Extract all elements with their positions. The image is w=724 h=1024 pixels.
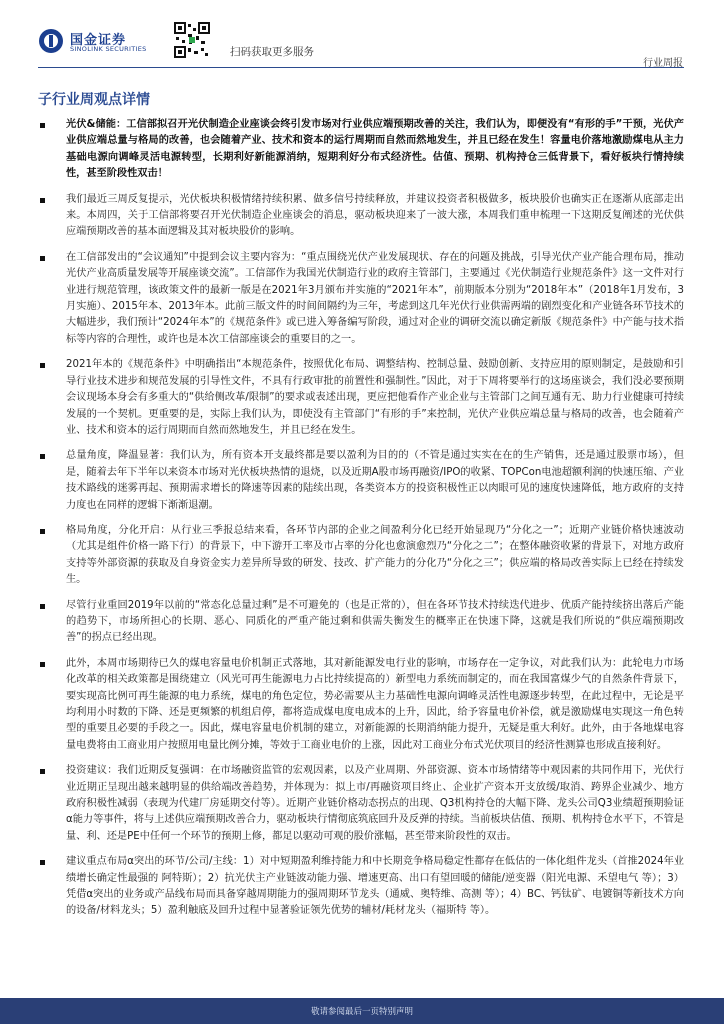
paragraph-text: 光伏&储能：工信部拟召开光伏制造企业座谈会终引发市场对行业供应端预期改善的关注，我们认为，即便没有“有形的手”干预，光伏产业供应端总量与格局的改善，也会随着产业、技术和资本的运行周期而自然而然地发生，并且已经在发生！容量电价落地激励煤电从主力基础电源向调峰灵活电源转型，长期利好新能源消纳，短期利好分布式经济性。估值、预期、机构持仓三低背景下，看好板块行情持续性，甚至阶段性双击！ — [66, 119, 684, 180]
paragraph-text: 投资建议：我们近期反复强调：在市场融资监管的宏观因素，以及产业周期、外部资源、资本市场情绪等中观因素的共同作用下，光伏行业近期正呈现出越来越明显的供给端改善趋势，并体现为：拟上市/再融资项目终止、企业扩产资本开支放缓/取消、跨界企业减少、地方政府积极性减弱（表现为代建厂房延期交付等）。近期产业链价格动态拐点的出现、Q3机构持仓的大幅下降、龙头公司Q3业绩超预期验证α能力等事件，将与上述供应端预期改善合力，驱动板块行情彻底筑底回升及反弹的持续。当前板块估值、预期、机构持仓水平下，不管是量、利、还是PE中任何一个环节的预期上修，都足以驱动可观的股价涨幅，甚至带来阶段性的双击。 — [66, 765, 684, 842]
paragraph-text: 总量角度，降温显著：我们认为，所有资本开支最终都是要以盈利为目的的（不管是通过实实在在的生产销售，还是通过股票市场），但是，随着去年下半年以来资本市场对光伏板块热情的退烧，以及近期A股市场再融资/IPO的收紧、TOPCon电池超额利润的快速压缩、产业技术路线的迷雾再起、预期需求增长的降速等因素的陆续出现，各类资本方的投资积极性正以肉眼可见的速度快速降低，地方政府的支持力度也在同样的逻辑下渐渐退潮。 — [66, 450, 684, 511]
square-bullet-icon — [40, 604, 45, 609]
page-header — [0, 0, 724, 72]
square-bullet-icon — [40, 529, 45, 534]
paragraph-miit-meeting — [38, 250, 684, 348]
page-footer — [0, 998, 724, 1024]
paragraph-overcapacity — [38, 598, 684, 647]
paragraph-text: 我们最近三周反复提示，光伏板块积极情绪持续积累、做多信号持续释放，并建议投资者积极做多，板块股价也确实正在逐渐从底部走出来。本周四，关于工信部将要召开光伏制造企业座谈会的消息，驱动板块迎来了一波大涨，本周我们重申梳理一下这期反复阐述的光伏供应端预期改善的基本面逻辑及其对板块股价的影响。 — [66, 193, 684, 238]
paragraph-coal-capacity-price — [38, 656, 684, 754]
logo-text-en: SINOLINK SECURITIES — [70, 45, 147, 53]
paragraph-text: 格局角度，分化开启：从行业三季报总结来看，各环节内部的企业之间盈利分化已经开始显现乃“分化之一”；近期产业链价格快速波动（尤其是组件价格一路下行）的背景下，中下游开工率及市占率的分化也愈演愈烈乃“分化之二”；在整体融资收紧的背景下，对地方政府支持等外部资源的获取及自身资金实力差异所导致的研发、技改、扩产能力的分化乃“分化之三”；供应端的格局改善实际上已经在持续发生。 — [66, 524, 684, 586]
paragraph-pattern-divergence — [38, 523, 684, 589]
paragraph-recent-tips — [38, 192, 684, 241]
paragraph-text: 2021年本的《规范条件》中明确指出“本规范条件，按照优化布局、调整结构、控制总量、鼓励创新、支持应用的原则制定，是鼓励和引导行业技术进步和规范发展的引导性文件，不具有行政审批的前置性和强制性。”因此，对于下周将要举行的这场座谈会，我们没必要预期会议现场本身会有多重大的“供给侧改革/限制”的要求或表述出现，更应把他看作产业企业与主管部门之间互通有无、助力行业健康可持续发展的一个契机。更重要的是，实际上我们认为，即使没有主管部门“有形的手”来控制，光伏产业供应端总量与格局的改善，也会随着产业、技术和资本的运行周期而自然而然地发生，并且已经在发生。 — [66, 359, 684, 436]
company-logo — [38, 28, 168, 56]
header-divider — [38, 67, 684, 68]
qr-caption: 扫码获取更多服务 — [230, 46, 314, 58]
paragraph-total-volume — [38, 448, 684, 514]
square-bullet-icon — [40, 662, 45, 667]
logo-text-cn: 国金证券 — [70, 33, 127, 48]
qr-code-icon[interactable] — [174, 22, 210, 58]
footer-disclaimer: 敬请参阅最后一页特别声明 — [310, 1007, 413, 1017]
paragraph-text: 此外，本周市场期待已久的煤电容量电价机制正式落地，其对新能源发电行业的影响，市场存在一定争议，对此我们认为：此轮电力市场化改革的相关政策都是围绕建立（风光可再生能源电力占比持续提高的）新型电力系统而制定的，而在我国富煤少气的自然条件背景下，要实现高比例可再生能源的电力系统，煤电的角色定位，势必需要从主力基础性电源向调峰灵活性电源逐步转型，在此过程中，无论是平均利用小时数的下降、还是更频繁的机组启停，都将造成煤电度电成本的上升，因此，给予容量电价补偿，就是激励煤电实现这一角色转型的重要且必要的手段之一。因此，煤电容量电价机制的建立，对新能源的长期消纳能力提升，无疑是重大利好。此外，由于各地煤电容量电费将由工商业用户按照用电量比例分摊，等效于工商业电价的上涨，因此对工商业分布式光伏项目的经济性测算也形成直接利好。 — [66, 657, 684, 751]
paragraph-text: 在工信部发出的“会议通知”中提到会议主要内容为：“重点围绕光伏产业发展现状、存在的问题及挑战，引导光伏产业产能合理布局，推动光伏产业高质量发展等开展座谈交流”。工信部作为我国光伏制造行业的政府主管部门，主要通过《光伏制造行业规范条件》这一文件对行业进行规范管理，该政策文件的最新一版是在2021年3月颁布并实施的“2021年本”，前期版本分别为“2018年本”（2018年1月发布，3月实施）、2015年本、2013年本。此前三版文件的时间间隔约为三年，考虑到这几年光伏行业供需两端的剧烈变化和产业链各环节技术的大幅进步，我们预计“2024年本”的《规范条件》或已进入筹备编写阶段，通过对企业的调研交流以确定新版《规范条件》中产能与技术指标等内容的合理性，或许也是本次工信部座谈会的重要目的之一。 — [66, 251, 684, 345]
square-bullet-icon — [40, 769, 45, 774]
paragraph-investment-advice — [38, 763, 684, 845]
square-bullet-icon — [40, 256, 45, 261]
paragraph-text: 建议重点布局α突出的环节/公司/主线：1）对中短期盈利维持能力和中长期竞争格局稳定性都存在低估的一体化组件龙头（首推2024年业绩增长确定性最强的 阿特斯）；2）抗光伏主产业链波动能力强、增速更高、出口有望回暖的储能/逆变器（阳光电源、禾望电气 等）；3）凭借α突出的业务或产品线布局而具备穿越周期能力的强周期环节龙头（通威、奥特维、高测 等）；4）BC、钙钛矿、电镀铜等新技术方向的设备/材料龙头；5）盈利触底及回升过程中显著验证领先优势的辅材/耗材龙头（福斯特 等）。 — [66, 856, 684, 917]
section-title: 子行业周观点详情 — [38, 92, 150, 108]
paragraph-text: 尽管行业重回2019年以前的“常态化总量过剩”是不可避免的（也是正常的），但在各环节技术持续迭代进步、优质产能持续挤出落后产能的趋势下，市场所担心的长期、恶心、同质化的严重产能过剩和供需失衡发生的概率正在快速下降，这就是我们所说的“供应端预期改善”的拐点已经出现。 — [66, 599, 684, 644]
sinolink-logo-icon — [38, 28, 64, 54]
square-bullet-icon — [40, 454, 45, 459]
paragraph-recommendations — [38, 854, 684, 920]
paragraph-pv-storage-summary — [38, 117, 684, 183]
square-bullet-icon — [40, 860, 45, 865]
report-type-label: 行业周报 — [643, 58, 683, 69]
paragraph-2021-standard — [38, 357, 684, 439]
square-bullet-icon — [40, 123, 45, 128]
square-bullet-icon — [40, 198, 45, 203]
square-bullet-icon — [40, 363, 45, 368]
report-body — [38, 117, 684, 929]
